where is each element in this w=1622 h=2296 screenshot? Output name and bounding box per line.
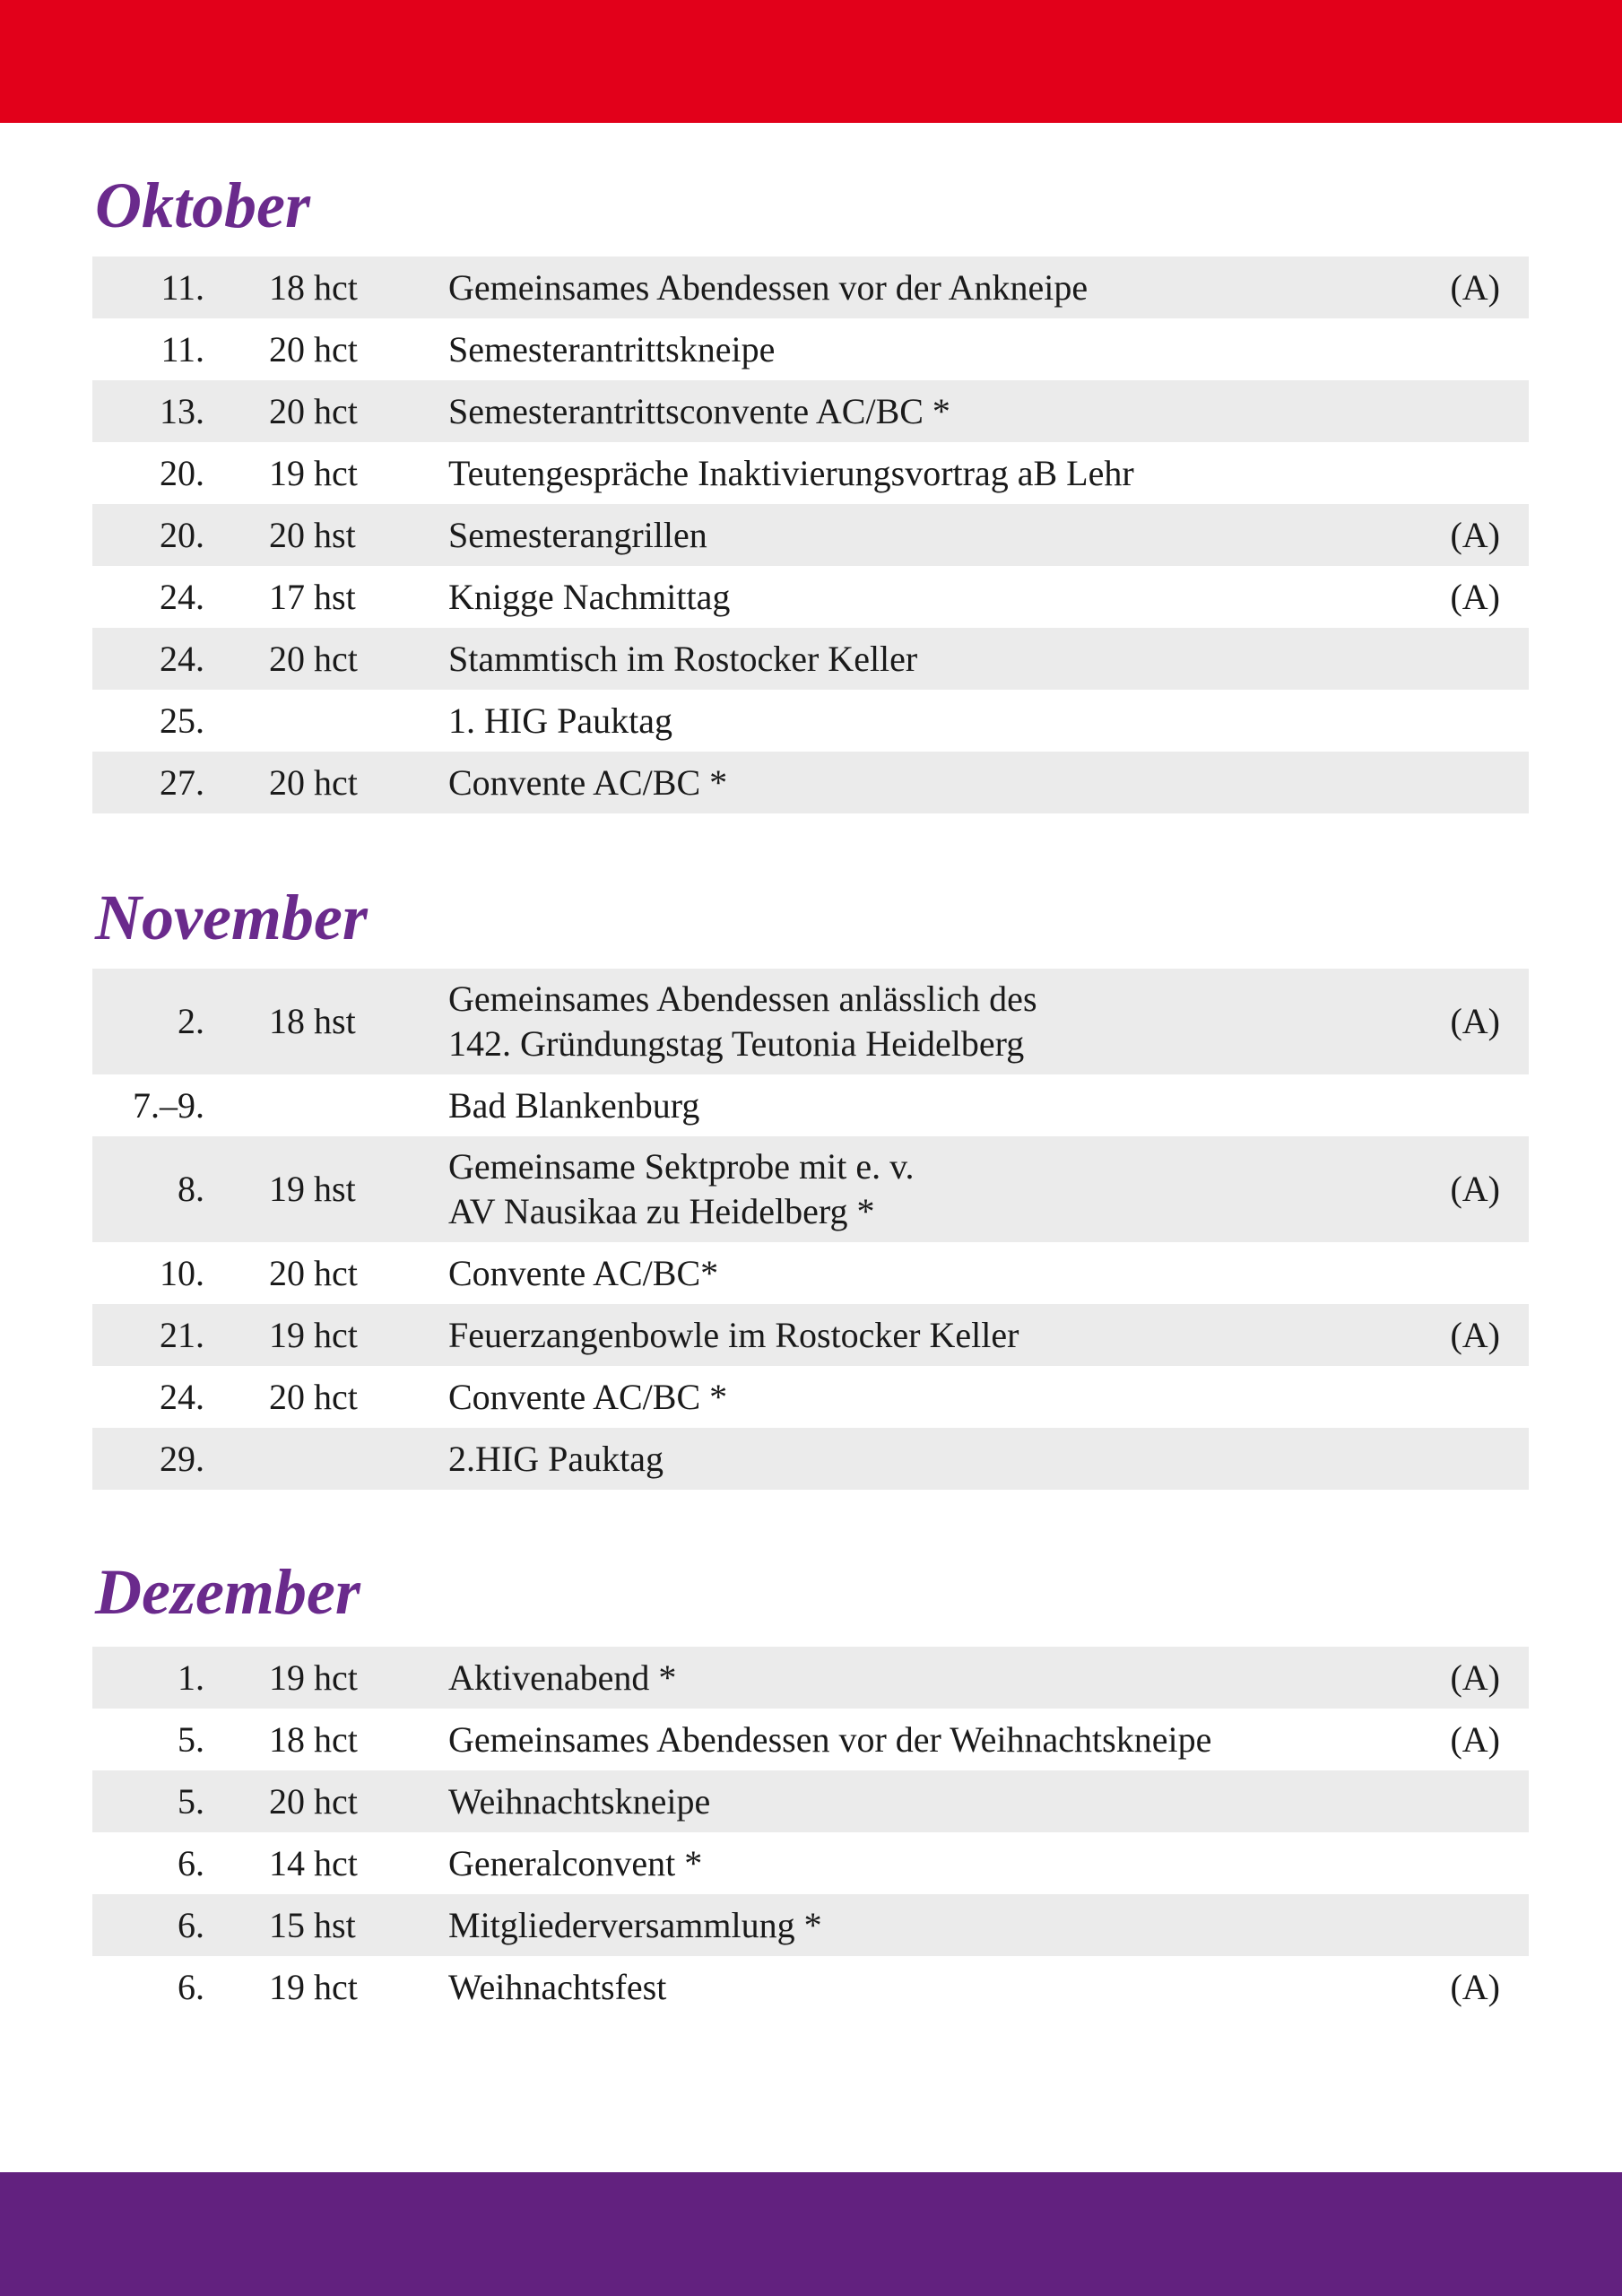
- event-title-line: Gemeinsames Abendessen anlässlich des: [448, 978, 1037, 1019]
- event-time: 20 hct: [269, 1376, 358, 1417]
- event-date: 24.: [160, 576, 204, 617]
- event-row: [92, 752, 1529, 813]
- event-title: [378, 265, 1421, 310]
- event-time: 19 hct: [269, 452, 358, 493]
- event-date: 24.: [160, 638, 204, 679]
- event-row: [92, 628, 1529, 690]
- event-title-line: Knigge Nachmittag: [448, 576, 731, 617]
- bottom-color-band: [0, 2172, 1622, 2296]
- event-date: 5.: [178, 1718, 204, 1760]
- event-title-line: Feuerzangenbowle im Rostocker Keller: [448, 1314, 1019, 1355]
- event-title-line: Stammtisch im Rostocker Keller: [448, 638, 918, 679]
- event-table: [92, 257, 1529, 813]
- event-title: [378, 451, 1421, 496]
- event-title-line: Semesterantrittsconvente AC/BC *: [448, 390, 950, 431]
- event-title-line: Gemeinsames Abendessen vor der Ankneipe: [448, 266, 1089, 308]
- event-time: 20 hct: [269, 1780, 358, 1822]
- event-time: 19 hst: [269, 1169, 356, 1209]
- event-title: [378, 761, 1421, 805]
- event-row: [92, 1832, 1529, 1894]
- event-row: [92, 257, 1529, 318]
- month-section-dezember: [92, 1553, 1529, 2018]
- month-heading: Oktober: [95, 170, 310, 241]
- event-date: 29.: [160, 1438, 204, 1479]
- event-table: [92, 1647, 1529, 2018]
- event-title: [378, 1656, 1421, 1700]
- event-date: 11.: [160, 328, 204, 370]
- event-title-line: 1. HIG Pauktag: [448, 700, 672, 741]
- event-title: [378, 1718, 1421, 1762]
- event-time: 20 hct: [269, 638, 358, 679]
- event-title-line: Gemeinsames Abendessen vor der Weihnachtskneipe: [448, 1718, 1212, 1760]
- event-title-line: Teutengespräche Inaktivierungsvortrag aB Lehr: [448, 452, 1134, 493]
- event-row: [92, 1647, 1529, 1709]
- event-time: 18 hct: [269, 266, 358, 308]
- event-title-line: Mitgliederversammlung *: [448, 1904, 822, 1945]
- event-title: [378, 1144, 1421, 1234]
- event-date: 25.: [160, 700, 204, 741]
- event-row: [92, 1770, 1529, 1832]
- event-title: [378, 1903, 1421, 1948]
- event-title: [378, 1437, 1421, 1482]
- event-date: 2.: [178, 1001, 204, 1041]
- event-flag: (A): [1450, 514, 1500, 555]
- event-time: 20 hct: [269, 390, 358, 431]
- event-row: [92, 318, 1529, 380]
- event-title: [378, 1375, 1421, 1420]
- event-date: 24.: [160, 1376, 204, 1417]
- event-title-line: Aktivenabend *: [448, 1657, 677, 1698]
- event-date: 1.: [178, 1657, 204, 1698]
- event-time: 20 hst: [269, 514, 356, 555]
- event-time: 14 hct: [269, 1842, 358, 1883]
- event-date: 11.: [160, 266, 204, 308]
- event-row: [92, 1242, 1529, 1304]
- event-row: [92, 1956, 1529, 2018]
- month-section-oktober: [92, 167, 1529, 813]
- event-date: 10.: [160, 1252, 204, 1293]
- event-flag: (A): [1450, 266, 1500, 308]
- event-title: [378, 637, 1421, 682]
- event-title: [378, 389, 1421, 434]
- event-title-line: Bad Blankenburg: [448, 1084, 700, 1126]
- event-table: [92, 969, 1529, 1490]
- event-row: [92, 380, 1529, 442]
- event-title: [378, 575, 1421, 620]
- event-flag: (A): [1450, 1314, 1500, 1355]
- event-row: [92, 504, 1529, 566]
- event-title: [378, 327, 1421, 372]
- event-title-line: Generalconvent *: [448, 1842, 703, 1883]
- event-row: [92, 1709, 1529, 1770]
- event-flag: (A): [1450, 1001, 1500, 1041]
- event-date: 8.: [178, 1169, 204, 1209]
- event-row: [92, 690, 1529, 752]
- event-title: [378, 699, 1421, 744]
- event-date: 6.: [178, 1904, 204, 1945]
- event-row: [92, 1894, 1529, 1956]
- event-time: 18 hst: [269, 1001, 356, 1041]
- event-title-line: 2.HIG Pauktag: [448, 1438, 664, 1479]
- event-title: [378, 1841, 1421, 1886]
- event-flag: (A): [1450, 1657, 1500, 1698]
- event-date: 7.–9.: [133, 1084, 204, 1126]
- event-title-line: Weihnachtsfest: [448, 1966, 667, 2007]
- event-row: [92, 1428, 1529, 1490]
- event-time: 18 hct: [269, 1718, 358, 1760]
- event-title: [378, 1251, 1421, 1296]
- event-title-line: Gemeinsame Sektprobe mit e. v.: [448, 1146, 915, 1187]
- event-flag: (A): [1450, 1169, 1500, 1209]
- event-date: 5.: [178, 1780, 204, 1822]
- month-section-november: [92, 879, 1529, 1490]
- event-title-line: Convente AC/BC *: [448, 1376, 728, 1417]
- month-heading: Dezember: [95, 1556, 360, 1628]
- event-row: [92, 1304, 1529, 1366]
- event-title: [378, 977, 1421, 1066]
- event-row: [92, 442, 1529, 504]
- event-row: [92, 1136, 1529, 1242]
- event-title-line: Convente AC/BC *: [448, 761, 728, 803]
- event-date: 27.: [160, 761, 204, 803]
- event-title: [378, 1965, 1421, 2010]
- event-flag: (A): [1450, 1966, 1500, 2007]
- event-time: 20 hct: [269, 328, 358, 370]
- event-flag: (A): [1450, 576, 1500, 617]
- event-row: [92, 969, 1529, 1074]
- event-title-line: Convente AC/BC*: [448, 1252, 719, 1293]
- event-title-line: Semesterangrillen: [448, 514, 707, 555]
- event-time: 15 hst: [269, 1904, 356, 1945]
- event-time: 17 hst: [269, 576, 356, 617]
- top-color-band: [0, 0, 1622, 123]
- event-title: [378, 1083, 1421, 1128]
- month-heading: November: [95, 882, 368, 953]
- event-time: 19 hct: [269, 1314, 358, 1355]
- event-row: [92, 1074, 1529, 1136]
- event-time: 20 hct: [269, 761, 358, 803]
- event-date: 6.: [178, 1966, 204, 2007]
- event-date: 21.: [160, 1314, 204, 1355]
- event-row: [92, 566, 1529, 628]
- event-title: [378, 513, 1421, 558]
- event-title-line: AV Nausikaa zu Heidelberg *: [448, 1191, 875, 1231]
- event-date: 20.: [160, 452, 204, 493]
- event-time: 19 hct: [269, 1966, 358, 2007]
- event-date: 20.: [160, 514, 204, 555]
- event-date: 13.: [160, 390, 204, 431]
- event-flag: (A): [1450, 1718, 1500, 1760]
- event-date: 6.: [178, 1842, 204, 1883]
- event-title-line: Semesterantrittskneipe: [448, 328, 776, 370]
- event-time: 19 hct: [269, 1657, 358, 1698]
- event-title: [378, 1779, 1421, 1824]
- event-title-line: 142. Gründungstag Teutonia Heidelberg: [448, 1023, 1025, 1064]
- event-time: 20 hct: [269, 1252, 358, 1293]
- event-title-line: Weihnachtskneipe: [448, 1780, 711, 1822]
- event-row: [92, 1366, 1529, 1428]
- event-title: [378, 1313, 1421, 1358]
